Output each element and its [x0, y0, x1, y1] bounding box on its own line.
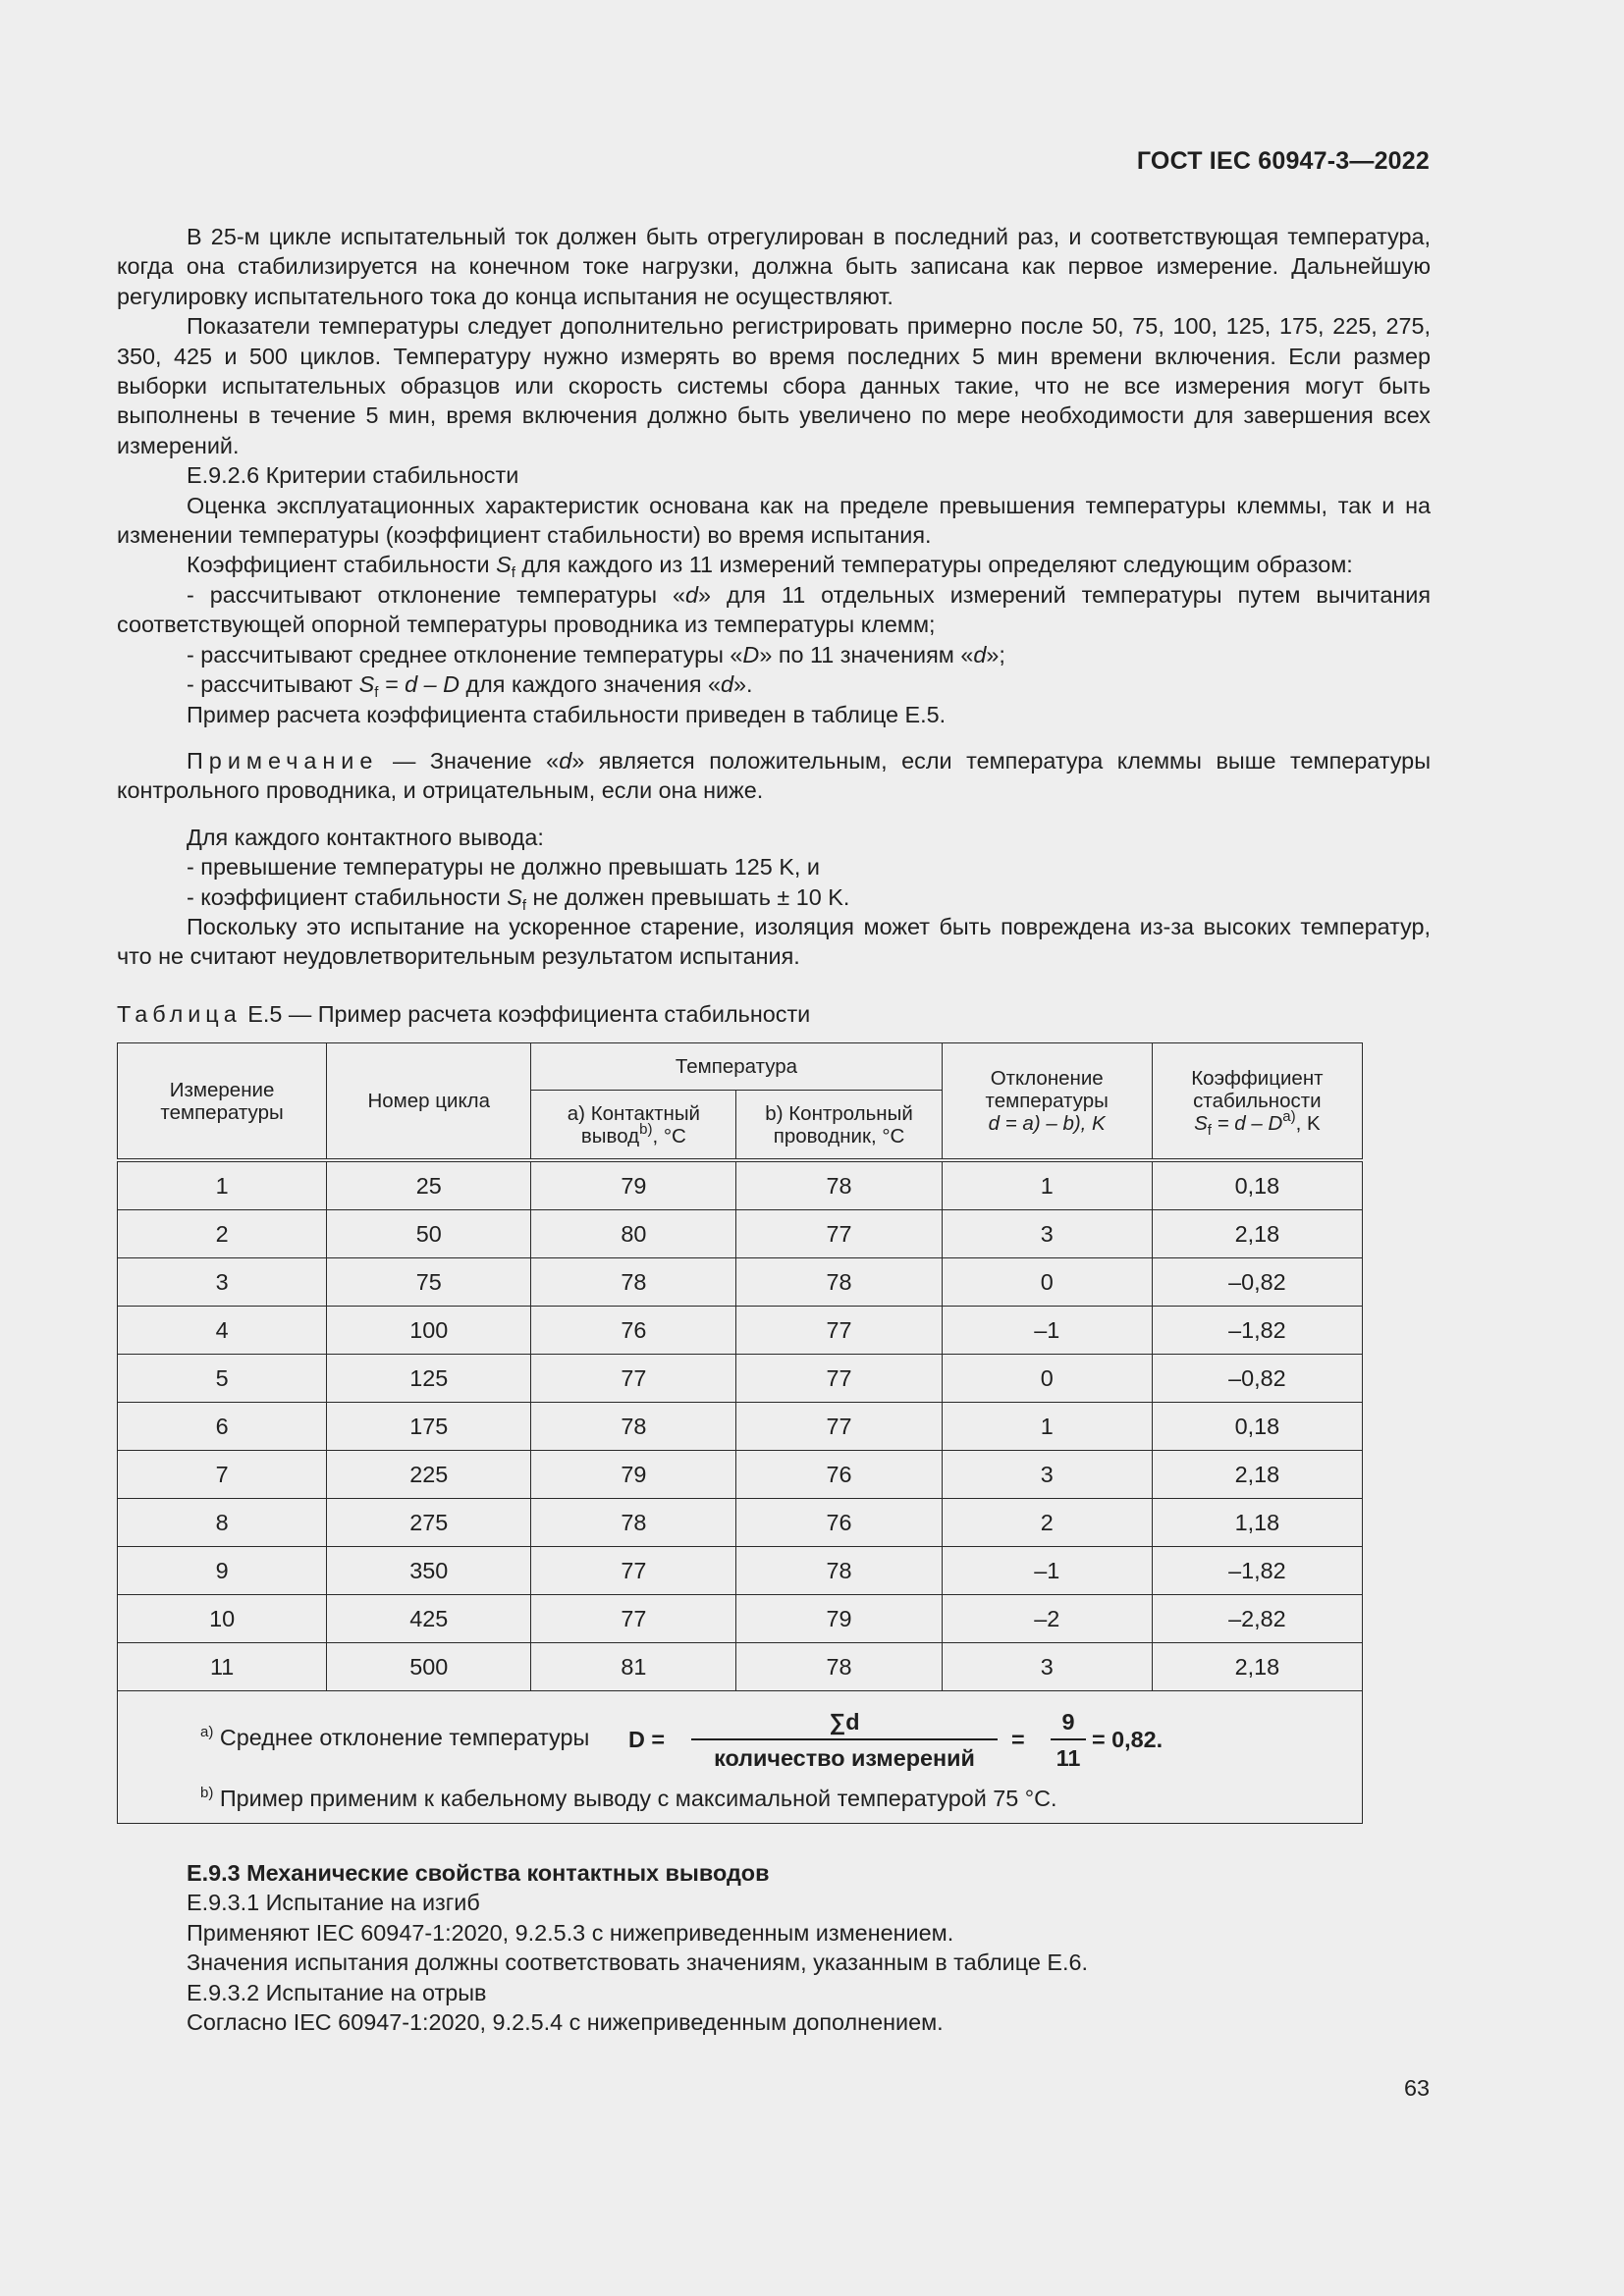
- list-item: - рассчитывают отклонение температуры «d» для 11 отдельных измерений температуры путем вычитания соответствующей опорной температуры проводника из температуры клемм;: [117, 581, 1431, 638]
- table-cell: 9: [118, 1547, 327, 1595]
- footnote-a: $^{a)}$ Среднее отклонение температуры D = ∑d количество измерений = $\frac{9}{11}$ = 0,82.: [200, 1705, 1362, 1778]
- page-number: 63: [1403, 2075, 1430, 2101]
- table-cell: 7: [118, 1451, 327, 1499]
- note: Примечание — Значение «d» является положительным, если температура клеммы выше температуры контрольного проводника, и отрицательным, если она ниже.: [117, 747, 1432, 804]
- table-cell: 79: [531, 1160, 736, 1210]
- table-cell: 75: [327, 1258, 531, 1307]
- section-heading: Е.9.3 Механические свойства контактных выводов: [187, 1860, 770, 1886]
- table-cell: –1: [942, 1307, 1152, 1355]
- list-item: - коэффициент стабильности $S_f$ не должен превышать ± 10 K.: [187, 883, 850, 914]
- footnote-b: $^{b)}$ Пример применим к кабельному выводу с максимальной температурой 75 °С.: [200, 1785, 1057, 1811]
- fraction-values: $\frac{9}{11}$: [1051, 1705, 1086, 1774]
- table-cell: 1: [942, 1403, 1152, 1451]
- table-cell: 79: [736, 1595, 942, 1643]
- table-cell: 81: [531, 1643, 736, 1691]
- table-cell: 1,18: [1152, 1499, 1362, 1547]
- paragraph: Значения испытания должны соответствовать значениям, указанным в таблице Е.6.: [187, 1949, 1088, 1976]
- paragraph: В 25-м цикле испытательный ток должен быть отрегулирован в последний раз, и соответствующая температура, когда она стабилизируется на конечном токе нагрузки, должна быть записана как первое измерение. Дальнейшую регулировку испытательного тока до конца испытания не осуществляют.: [117, 224, 1431, 309]
- table-cell: 0,18: [1152, 1403, 1362, 1451]
- table-cell: 425: [327, 1595, 531, 1643]
- list-item: - рассчитывают $S_f = d - D$ для каждого значения «d».: [187, 671, 753, 702]
- table-row: [118, 1451, 1363, 1499]
- table-cell: 25: [327, 1160, 531, 1210]
- table-cell: 3: [942, 1210, 1152, 1258]
- table-caption: Таблица Е.5 — Пример расчета коэффициента стабильности: [117, 1001, 811, 1027]
- table-cell: 3: [942, 1451, 1152, 1499]
- table-row: [118, 1307, 1363, 1355]
- table-row: [118, 1403, 1363, 1451]
- table-footnotes: [118, 1691, 1363, 1824]
- table-cell: 175: [327, 1403, 531, 1451]
- table-cell: 2: [942, 1499, 1152, 1547]
- section-e93: [187, 1858, 1088, 2037]
- paragraph: Показатели температуры следует дополнительно регистрировать примерно после 50, 75, 100, 125, 175, 225, 275, 350, 425 и 500 циклов. Температуру нужно измерять во время последних 5 мин времени включения. Если размер выборки испытательных образцов или скорость системы сбора данных такие, что не все измерения могут быть выполнены в течение 5 мин, время включения должно быть увеличено по мере необходимости для завершения всех измерений.: [117, 313, 1431, 458]
- table-cell: 1: [118, 1160, 327, 1210]
- section-heading: Е.9.2.6 Критерии стабильности: [187, 462, 519, 489]
- table-cell: 5: [118, 1355, 327, 1403]
- table-cell: 1: [942, 1160, 1152, 1210]
- table-cell: –1: [942, 1547, 1152, 1595]
- table-cell: 50: [327, 1210, 531, 1258]
- table-row: [118, 1499, 1363, 1547]
- table-cell: 0: [942, 1355, 1152, 1403]
- table-cell: 0,18: [1152, 1160, 1362, 1210]
- table-cell: 4: [118, 1307, 327, 1355]
- table-cell: 225: [327, 1451, 531, 1499]
- table-row: [118, 1210, 1363, 1258]
- header-control: b) Контрольный проводник, °С: [736, 1091, 942, 1161]
- paragraph: Поскольку это испытание на ускоренное старение, изоляция может быть повреждена из-за высоких температур, что не считают неудовлетворительным результатом испытания.: [117, 913, 1431, 970]
- table-cell: 3: [118, 1258, 327, 1307]
- paragraph: Коэффициент стабильности $S_f$ для каждого из 11 измерений температуры определяют следующим образом:: [187, 552, 1353, 582]
- standard-header: ГОСТ IEC 60947-3—2022: [1136, 147, 1430, 175]
- table-cell: 78: [531, 1499, 736, 1547]
- table-cell: 77: [531, 1355, 736, 1403]
- table-cell: 78: [531, 1258, 736, 1307]
- table-cell: 77: [531, 1547, 736, 1595]
- table-cell: –0,82: [1152, 1355, 1362, 1403]
- table-cell: 76: [531, 1307, 736, 1355]
- table-cell: 77: [736, 1307, 942, 1355]
- table-cell: 78: [736, 1547, 942, 1595]
- table-cell: 2,18: [1152, 1643, 1362, 1691]
- table-cell: 77: [736, 1403, 942, 1451]
- table-cell: 2,18: [1152, 1210, 1362, 1258]
- table-row: [118, 1160, 1363, 1210]
- table-cell: 78: [531, 1403, 736, 1451]
- header-coefficient: Коэффициент стабильности $S_f = d - D^{a)}$, K: [1152, 1043, 1362, 1161]
- fraction-sum: ∑d количество измерений: [691, 1705, 998, 1774]
- paragraph: Применяют IEC 60947-1:2020, 9.2.5.3 с нижеприведенным изменением.: [187, 1919, 954, 1946]
- table-cell: 76: [736, 1451, 942, 1499]
- stability-table: [117, 1042, 1363, 1824]
- table-cell: 77: [736, 1355, 942, 1403]
- header-contact: a) Контактный вывод$^{b)}$, °С: [531, 1091, 736, 1161]
- table-cell: –2: [942, 1595, 1152, 1643]
- table-cell: 77: [736, 1210, 942, 1258]
- paragraph: Оценка эксплуатационных характеристик основана как на пределе превышения температуры клеммы, так и на изменении температуры (коэффициент стабильности) во время испытания.: [117, 492, 1431, 549]
- table-cell: 8: [118, 1499, 327, 1547]
- header-temperature: Температура: [531, 1043, 942, 1091]
- body-text: [117, 222, 1431, 972]
- table-cell: 350: [327, 1547, 531, 1595]
- table-cell: –2,82: [1152, 1595, 1362, 1643]
- table-row: [118, 1355, 1363, 1403]
- header-cycle: Номер цикла: [327, 1043, 531, 1161]
- table-cell: 6: [118, 1403, 327, 1451]
- list-item: - рассчитывают среднее отклонение температуры «D» по 11 значениям «d»;: [187, 641, 1005, 667]
- table-cell: 125: [327, 1355, 531, 1403]
- table-cell: –0,82: [1152, 1258, 1362, 1307]
- table-cell: 275: [327, 1499, 531, 1547]
- table-cell: 78: [736, 1160, 942, 1210]
- table-cell: 78: [736, 1643, 942, 1691]
- table-cell: 2: [118, 1210, 327, 1258]
- table-cell: 10: [118, 1595, 327, 1643]
- table-row: [118, 1595, 1363, 1643]
- subsection-heading: Е.9.3.2 Испытание на отрыв: [187, 1979, 487, 2005]
- table-cell: 77: [531, 1595, 736, 1643]
- header-deviation: Отклонение температуры d = a) – b), K: [942, 1043, 1152, 1161]
- table-cell: 78: [736, 1258, 942, 1307]
- table-cell: 2,18: [1152, 1451, 1362, 1499]
- table-row: [118, 1258, 1363, 1307]
- table-cell: 76: [736, 1499, 942, 1547]
- table-cell: 500: [327, 1643, 531, 1691]
- table-cell: 0: [942, 1258, 1152, 1307]
- table-cell: 11: [118, 1643, 327, 1691]
- paragraph: Пример расчета коэффициента стабильности приведен в таблице Е.5.: [187, 701, 947, 727]
- table-row: [118, 1643, 1363, 1691]
- header-measurement: Измерение температуры: [118, 1043, 327, 1161]
- table-cell: 3: [942, 1643, 1152, 1691]
- table-cell: –1,82: [1152, 1307, 1362, 1355]
- subsection-heading: Е.9.3.1 Испытание на изгиб: [187, 1890, 480, 1916]
- table-cell: 80: [531, 1210, 736, 1258]
- table-cell: 79: [531, 1451, 736, 1499]
- paragraph: Согласно IEC 60947-1:2020, 9.2.5.4 с нижеприведенным дополнением.: [187, 2009, 944, 2036]
- table-cell: –1,82: [1152, 1547, 1362, 1595]
- list-item: - превышение температуры не должно превышать 125 K, и: [187, 854, 820, 881]
- table-cell: 100: [327, 1307, 531, 1355]
- table-row: [118, 1547, 1363, 1595]
- paragraph: Для каждого контактного вывода:: [187, 824, 544, 850]
